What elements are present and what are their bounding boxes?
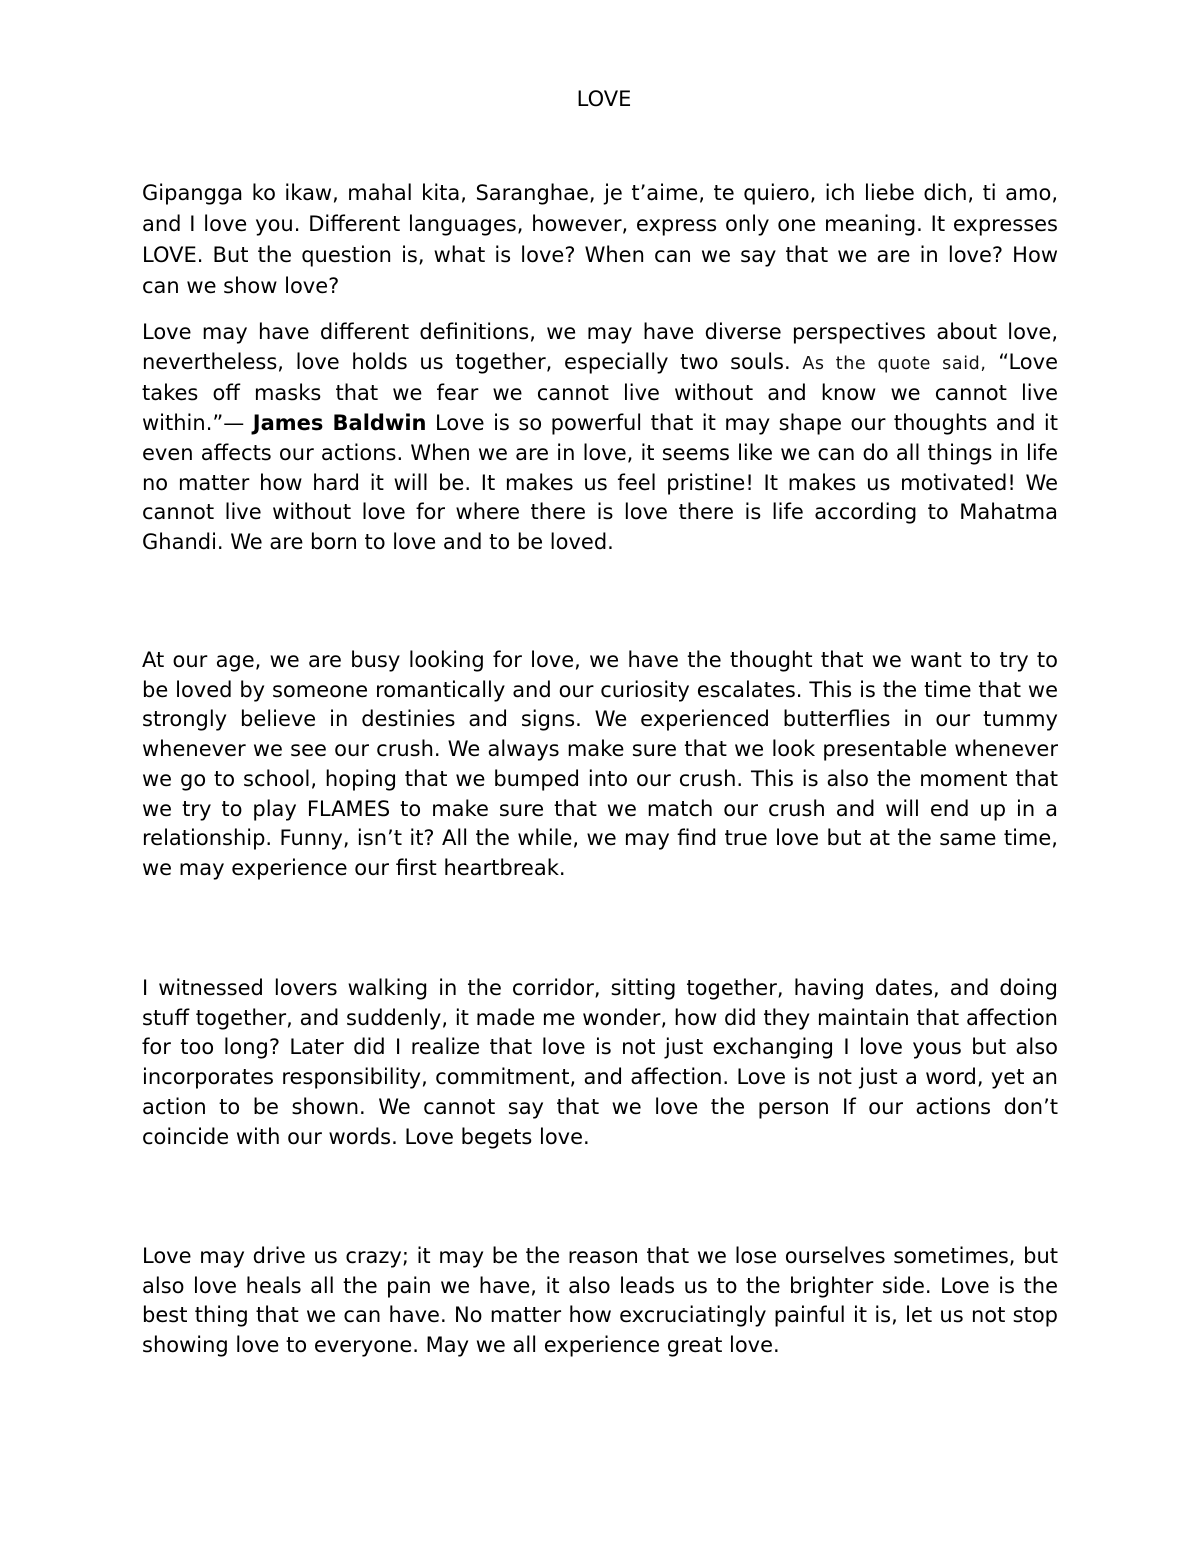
paragraph-text-before-quote: Love may have different definitions, we may have diverse perspectives about love, nevertheless, love holds us together, especially two souls. (142, 320, 1058, 374)
paragraph-conclusion: Love may drive us crazy; it may be the reason that we lose ourselves sometimes, but also love heals all the pain we have, it also leads us to the brighter side. Love is the best thing that we can have. No matter how excruciatingly painful it is, let us not stop showing love to everyone. May we all experience great love. (142, 1244, 1058, 1358)
paragraph-definitions (142, 318, 1058, 558)
quote-author: James Baldwin (252, 411, 427, 436)
document-title: LOVE (576, 87, 632, 111)
paragraph-intro: Gipangga ko ikaw, mahal kita, Saranghae, je t’aime, te quiero, ich liebe dich, ti amo, and I love you. Different languages, however, express only one meaning. It expresses LOVE. But the question is, what is love? When can we say that we are in love? How can we show love? (142, 181, 1058, 298)
quote-intro: As the quote said, (802, 353, 987, 374)
quote-text: “Love takes off masks that we fear we cannot live without and know we cannot live within.”— (142, 349, 1058, 436)
paragraph-text-after-quote: Love is so powerful that it may shape our thoughts and it even affects our actions. When we are in love, it seems like we can do all things in life no matter how hard it will be. It makes us feel pristine! It makes us motivated! We cannot live without love for where there is love there is life according to Mahatma Ghandi. We are born to love and to be loved. (142, 411, 1058, 554)
paragraph-our-age: At our age, we are busy looking for love, we have the thought that we want to try to be loved by someone romantically and our curiosity escalates. This is the time that we strongly believe in destinies and signs. We experienced butterflies in our tummy whenever we see our crush. We always make sure that we look presentable whenever we go to school, hoping that we bumped into our crush. This is also the moment that we try to play FLAMES to make sure that we match our crush and will end up in a relationship. Funny, isn’t it? All the while, we may find true love but at the same time, we may experience our first heartbreak. (142, 648, 1058, 880)
paragraph-witnessed: I witnessed lovers walking in the corridor, sitting together, having dates, and doing stuff together, and suddenly, it made me wonder, how did they maintain that affection for too long? Later did I realize that love is not just exchanging I love yous but also incorporates responsibility, commitment, and affection. Love is not just a word, yet an action to be shown. We cannot say that we love the person If our actions don’t coincide with our words. Love begets love. (142, 976, 1058, 1149)
